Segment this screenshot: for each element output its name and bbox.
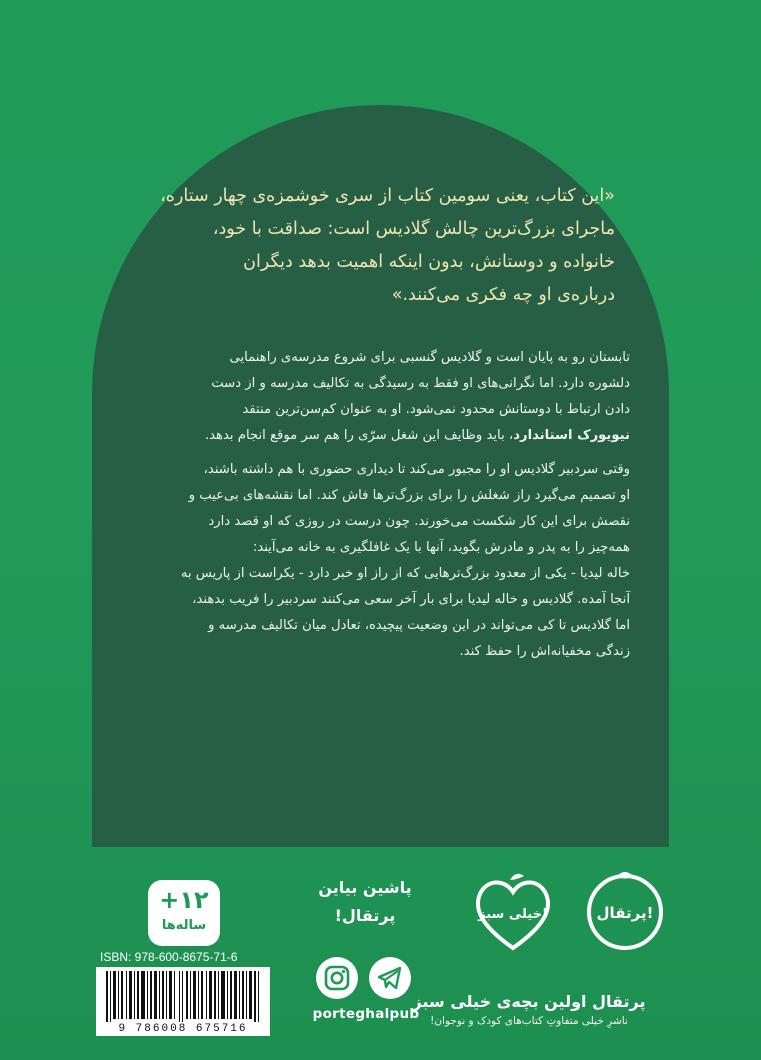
synopsis-paragraph-2 (125, 457, 630, 665)
synopsis-line: تابستان رو به پایان است و گلادیس گنسبی برای شروع مدرسه‌ی راهنمایی (229, 350, 630, 365)
follow-text-line-1: پاشین بیاین (318, 878, 412, 897)
orange-publisher-logo (584, 868, 666, 950)
social-handle[interactable]: porteghalpub (312, 1006, 420, 1022)
telegram-icon[interactable] (368, 956, 412, 1000)
synopsis-line-with-bold (125, 423, 630, 449)
quote-line-4: درباره‌ی او چه فکری می‌کنند.» (391, 285, 615, 305)
quote-line-3: خانواده و دوستانش، بدون اینکه اهمیت بدهد دیگران (243, 252, 615, 272)
age-label: ساله‌ها (161, 918, 207, 933)
synopsis-line: آنجا آمده. گلادیس و خاله لیدیا برای بار آخر سعی می‌کنند سردبیر را فریب بدهند، (192, 592, 630, 607)
quote-line-2: ماجرای بزرگ‌ترین چالش گلادیس است: صداقت با خود، (212, 219, 615, 239)
synopsis-paragraph-1 (125, 345, 630, 449)
orange-logo-text: پرتقال! (596, 904, 654, 922)
age-number: +۱۲ (159, 886, 209, 914)
synopsis-line: نقصش برای این کار شکست می‌خورند. چون درست در روزی که او قصد دارد (208, 514, 630, 529)
synopsis-line-rest: ، باید وظایف این شغل سرّی را هم سر موقع انجام بدهد. (204, 428, 514, 443)
synopsis-line: همه‌چیز را به پدر و مادرش بگوید، آنها با یک غافلگیری به خانه می‌آیند: (252, 540, 630, 555)
synopsis-line: خاله لیدیا - یکی از معدود بزرگ‌ترهایی که از راز او خبر دارد - یکراست از پاریس به (180, 566, 630, 581)
barcode-image (96, 967, 270, 1023)
synopsis-line: او تصمیم می‌گیرد راز شغلش را برای بزرگ‌ترها فاش کند. اما نقشه‌های بی‌عیب و (188, 488, 630, 503)
synopsis-line: دلشوره دارد. اما نگرانی‌های او فقط به رسیدگی به تکالیف مدرسه و از دست (211, 376, 630, 391)
quote-line-1: «این کتاب، یعنی سومین کتاب از سری خوشمزه‌ی چهار ستاره، (160, 186, 615, 206)
kheili-sabz-logo (470, 870, 556, 954)
synopsis-line: دادن ارتباط با دوستانش محدود نمی‌شود. او به عنوان کم‌سن‌ترین منتقد (242, 402, 630, 417)
follow-text-line-2: پرتقال! (334, 906, 396, 925)
instagram-icon[interactable] (315, 956, 359, 1000)
publisher-subtitle: ناشرِ خیلی متفاوتِ کتاب‌های کودک و نوجوان! (430, 1015, 628, 1027)
age-rating-badge (148, 880, 220, 946)
synopsis-text (125, 345, 630, 673)
synopsis-line: وقتی سردبیر گلادیس او را مجبور می‌کند تا دیداری حضوری با هم داشته باشند، (203, 462, 630, 477)
synopsis-line: زندگی مخفیانه‌اش را حفظ کند. (459, 644, 630, 659)
blurb-quote (145, 180, 615, 312)
synopsis-line: اما گلادیس تا کی می‌تواند در این وضعیت پیچیده، تعادل میان تکالیف مدرسه و (208, 618, 630, 633)
heart-logo-text: خیلی سبز! (478, 907, 548, 922)
newspaper-name: نیویورک استاندارد (513, 428, 630, 443)
barcode-digits: 9 786008 675716 (96, 1022, 270, 1036)
isbn-text: ISBN: 978-600-8675-71-6 (100, 950, 238, 964)
publisher-tagline: پرتقال اولین بچه‌ی خیلی سبز (412, 992, 646, 1011)
